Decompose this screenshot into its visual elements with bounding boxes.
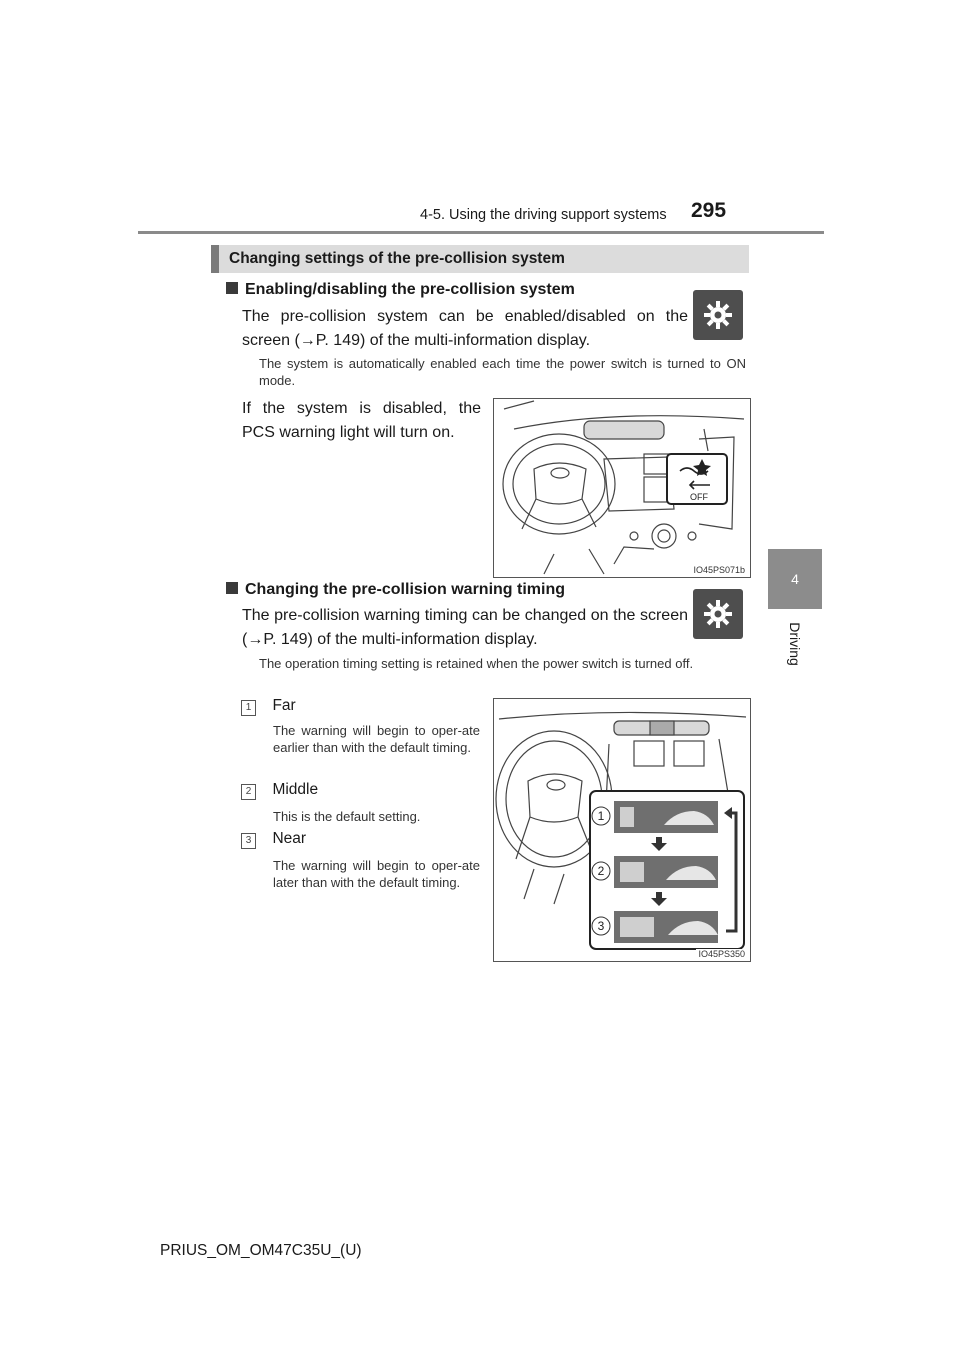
figure-label-3: 3 [597, 919, 605, 933]
disabled-text: If the system is disabled, the PCS warning light will turn on. [242, 400, 481, 441]
timing-note: The operation timing setting is retained when the power switch is turned off. [259, 656, 694, 671]
figure-code: IO45PS071b [693, 565, 745, 575]
subheading-enable: Enabling/disabling the pre-collision system [226, 281, 575, 299]
option-near-desc: The warning will begin to oper-ate later than with the default timing. [273, 858, 480, 890]
running-header: 4-5. Using the driving support systems [420, 207, 667, 223]
settings-gear-icon [693, 589, 743, 639]
dashboard-figure-pcs-off [493, 398, 751, 578]
number-1-icon: 1 [241, 700, 256, 716]
option-middle-desc: This is the default setting. [273, 809, 421, 824]
number-2-icon: 2 [241, 784, 256, 800]
subheading-timing: Changing the pre-collision warning timing [226, 581, 565, 599]
enable-body: The pre-collision system can be enabled/disabled on the screen (→P. 149) of the multi-information display. [242, 308, 688, 349]
figure-label-1: 1 [597, 809, 605, 823]
option-near: 3 Near [241, 830, 306, 849]
option-far-desc: The warning will begin to oper-ate earlier than with the default timing. [273, 723, 480, 755]
footer-model-code: PRIUS_OM_OM47C35U_(U) [160, 1242, 362, 1259]
header-rule [138, 231, 824, 234]
page-number: 295 [691, 199, 727, 222]
settings-gear-icon [693, 290, 743, 340]
option-far: 1 Far [241, 697, 296, 716]
figure-label-2: 2 [597, 864, 605, 878]
enable-note: The system is automatically enabled each time the power switch is turned to ON mode. [259, 356, 746, 388]
dashboard-figure-timing [493, 698, 751, 962]
option-middle: 2 Middle [241, 781, 318, 800]
chapter-label: Driving [786, 622, 803, 666]
square-bullet-icon [226, 282, 238, 294]
figure-code: IO45PS350 [698, 949, 745, 959]
section-title: Changing settings of the pre-collision system [211, 245, 749, 273]
timing-body: The pre-collision warning timing can be changed on the screen (→P. 149) of the multi-information display. [242, 607, 688, 648]
number-3-icon: 3 [241, 833, 256, 849]
square-bullet-icon [226, 582, 238, 594]
off-indicator-text: OFF [690, 492, 708, 502]
chapter-tab[interactable]: 4 [768, 549, 822, 609]
